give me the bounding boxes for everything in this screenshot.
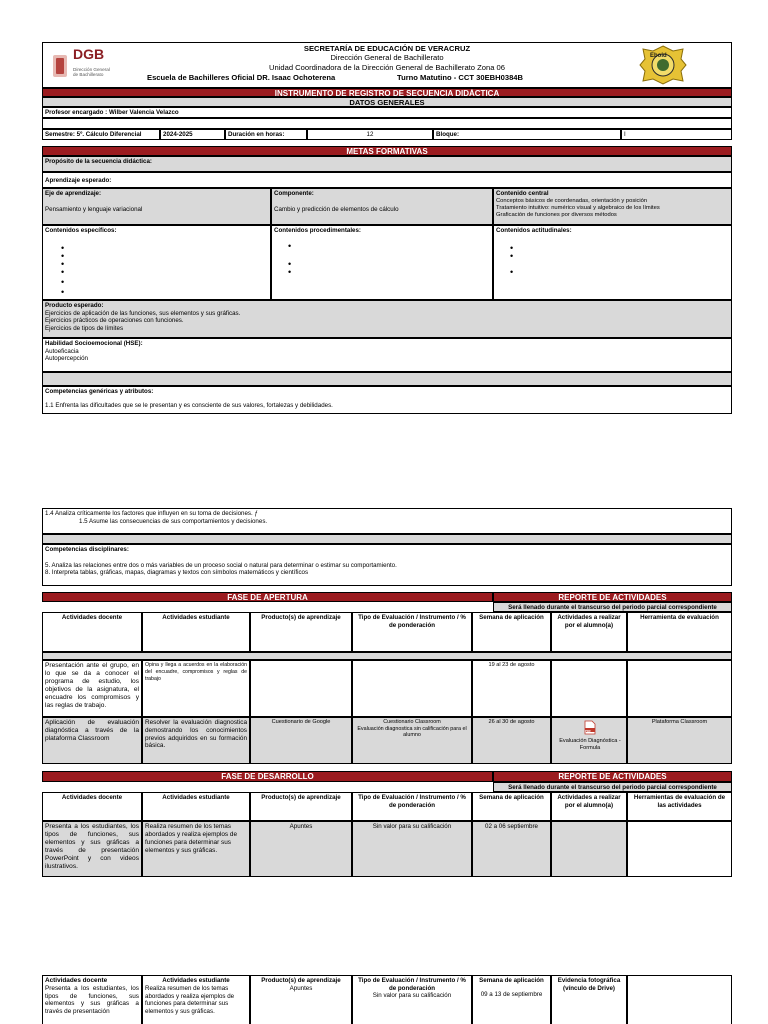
aprendizaje-label: Aprendizaje esperado: [42,172,732,188]
header-turno: Turno Matutino - CCT 30EBH0384B [397,73,524,82]
desarrollo-table [42,771,732,877]
spacer-row [42,652,732,660]
desarrollo-header-actividades-alumno: Actividades a realizar por el alumno(a) [551,792,627,821]
producto-cell [42,300,732,338]
profesor-field: Profesor encargado : Wilber Valencia Velazco [42,107,732,118]
desarrollo-reporte-subtitle: Será llenado durante el transcurso del periodo parcial correspondiente [493,782,732,792]
desarrollo-header-semana: Semana de aplicación [472,792,551,821]
componente-label: Componente: [274,190,314,197]
page3-docente-text: Presenta a los estudiantes, los tipos de funciones, sus elementos y sus gráficas a través de presentación [45,984,139,1016]
especificos-label: Contenidos específicos: [45,227,117,234]
table-row-cell: Presentación ante el grupo, en lo que se da a conocer el programa de estudio, los objetivos de la asignatura, el encuadre los compromisos y las reglas de trabajo. [42,660,142,717]
producto-label: Producto esperado: [45,302,104,309]
pdf-badge: PDF [585,729,591,733]
apertura-header-semana: Semana de aplicación [472,612,551,652]
header-line-3: Unidad Coordinadora de la Dirección General de Bachillerato Zona 06 [269,63,505,72]
attributes-cell [42,508,732,534]
procedimentales-label: Contenidos procedimentales: [274,227,361,234]
dgb-logo-subtitle: Dirección General de Bachillerato [73,67,110,78]
bullet: • [510,251,514,261]
apertura-header-producto: Producto(s) de aprendizaje [250,612,352,652]
file-attachment-cell[interactable] [551,717,627,764]
desarrollo-header-docente: Actividades docente [42,792,142,821]
page3-header-estudiante: Actividades estudiante [162,977,230,984]
bullet: • [61,251,65,261]
spacer-row [42,534,732,544]
apertura-title: FASE DE APERTURA [42,592,493,602]
attribute-item: 1.5 Asume las consecuencias de sus comportamientos y decisiones. [79,517,268,525]
table-row-cell [551,660,627,717]
page3-col-semana [472,975,551,1024]
componente-value: Cambio y predicción de elementos de cálculo [274,205,399,213]
page3-semana-text: 09 a 13 de septiembre [480,990,543,998]
hse-cell [42,338,732,372]
page-3 [42,975,732,1024]
genericas-cell [42,386,732,414]
eje-value: Pensamiento y lenguaje variacional [45,205,143,213]
especificos-cell [42,225,271,300]
duracion-value: 12 [307,129,433,140]
apertura-table [42,592,732,764]
attribute-item: 1.4 Analiza críticamente los factores que influyen en su toma de decisiones. ƒ [45,510,258,517]
metas-formativas-title: METAS FORMATIVAS [42,146,732,156]
proposito-label: Propósito de la secuencia didáctica: [42,156,732,172]
table-row-cell: Resolver la evaluación diagnostica demostrando los conocimientos previos adquiridos en su formación básica. [142,717,250,764]
page3-col-estudiante [142,975,250,1024]
apertura-header-estudiante: Actividades estudiante [142,612,250,652]
table-row-cell: 26 al 30 de agosto [472,717,551,764]
instrument-title: INSTRUMENTO DE REGISTRO DE SECUENCIA DIDÁCTICA [42,88,732,97]
table-row-cell [627,821,732,877]
bullet: • [61,259,65,269]
genericas-item: 1.1 Enfrenta las dificultades que se le presentan y es consciente de sus valores, fortalezas y debilidades. [45,401,333,409]
bloque-value: I [621,129,732,140]
header-line-1: SECRETARÍA DE EDUCACIÓN DE VERACRUZ [303,44,471,53]
table-row-cell: Presenta a los estudiantes, los tipos de funciones, sus elementos y sus gráficas a través de presentación PowerPoint y con videos ilustrativos. [42,821,142,877]
table-row-cell: Realiza resumen de los temas abordados y realiza ejemplos de funciones para determinar sus elementos y sus gráficas. [142,821,250,877]
bullet: • [510,243,514,253]
datos-generales-title: DATOS GENERALES [42,97,732,107]
page3-header-producto: Producto(s) de aprendizaje [261,977,341,984]
contenido-central-cell [493,188,732,225]
table-row-cell [627,660,732,717]
letterhead [42,42,732,88]
ciclo-field: 2024-2025 [160,129,225,140]
table-row-cell: Opina y llega a acuerdos en la elaboración del encuadre, compromisos y reglas de trabajo [142,660,250,717]
table-row-cell: Aplicación de evaluación diagnóstica a través de la plataforma Classroom [42,717,142,764]
spacer-row [42,118,732,129]
apertura-header-docente: Actividades docente [42,612,142,652]
page3-col-producto [250,975,352,1024]
table-row-cell: Cuestionario Classroom Evaluación diagnostica sin calificación para el alumno [352,717,472,764]
page3-estudiante-text: Realiza resumen de los temas abordados y realiza ejemplos de funciones para determinar sus elementos y sus gráficas. [145,984,235,1016]
desarrollo-header-producto: Producto(s) de aprendizaje [250,792,352,821]
spacer-row [42,372,732,386]
table-row-cell [551,821,627,877]
attachment-label[interactable]: Evaluación Diagnóstica - Formula [559,738,621,751]
table-row-cell: Plataforma Classroom [627,717,732,764]
page-1 [42,42,732,414]
page3-producto-text: Apuntes [289,984,313,992]
school-seal-text: Eboid [650,53,667,59]
page3-col-docente [42,975,142,1024]
eje-label: Eje de aprendizaje: [45,190,102,197]
apertura-reporte-title: REPORTE DE ACTIVIDADES [493,592,732,602]
bullet: • [61,287,65,297]
table-row-cell [352,660,472,717]
page3-header-docente: Actividades docente [45,977,108,984]
page3-header-evidencia: Evidencia fotográfica (vínculo de Drive) [551,975,627,1024]
bullet: • [61,243,65,253]
contenido-central-items: Conceptos básicos de coordenadas, orientación y posición Tratamiento intuitivo: numérico visual y algebraico de los límites Graficación de funciones por diversos métodos [496,197,660,219]
desarrollo-header-estudiante: Actividades estudiante [142,792,250,821]
producto-items: Ejercicios de aplicación de las funciones, sus elementos y sus gráficas. Ejercicios prácticos de operaciones con funciones. Ejercicios de tipos de límites [45,309,241,332]
page3-col-extra [627,975,732,1024]
bullet: • [288,267,292,277]
dgb-logo-text: DGB [73,46,105,62]
table-row-cell: Sin valor para su calificación [352,821,472,877]
semestre-field: Semestre: 5º. Cálculo Diferencial [42,129,160,140]
disciplinares-cell [42,544,732,586]
actitudinales-label: Contenidos actitudinales: [496,227,572,234]
table-row-cell: Apuntes [250,821,352,877]
table-row-cell: Cuestionario de Google [250,717,352,764]
bullet: • [288,241,292,251]
disciplinares-label: Competencias disciplinares: [45,546,129,553]
duracion-label: Duración en horas: [225,129,307,140]
apertura-header-actividades-alumno: Actividades a realizar por el alumno(a) [551,612,627,652]
apertura-header-herramienta: Herramienta de evaluación [627,612,732,652]
apertura-header-evaluacion: Tipo de Evaluación / Instrumento / % de ponderación [352,612,472,652]
table-row-cell: 02 a 06 septiembre [472,821,551,877]
hse-label: Habilidad Socioemocional (HSE): [45,340,143,347]
desarrollo-header-evaluacion: Tipo de Evaluación / Instrumento / % de ponderación [352,792,472,821]
eje-cell [42,188,271,225]
genericas-label: Competencias genéricas y atributos: [45,388,154,395]
page-2 [42,508,732,586]
hse-items: Autoeficacia Autopercepción [45,347,88,363]
table-row-cell: 19 al 23 de agosto [472,660,551,717]
bullet: • [61,267,65,277]
school-seal-icon [639,45,687,85]
desarrollo-title: FASE DE DESARROLLO [42,771,493,782]
table-row-cell [250,660,352,717]
school-seal [639,45,687,85]
bloque-label: Bloque: [433,129,621,140]
bullet: • [510,267,514,277]
page3-evaluacion-text: Sin valor para su calificación [372,992,452,1000]
page3-header-semana: Semana de aplicación [479,977,544,984]
page3-col-evaluacion [352,975,472,1024]
apertura-reporte-subtitle: Será llenado durante el transcurso del periodo parcial correspondiente [493,602,732,612]
bullet: • [61,277,65,287]
procedimentales-cell [271,225,493,300]
desarrollo-reporte-title: REPORTE DE ACTIVIDADES [493,771,732,782]
disciplinares-items: 5. Analiza las relaciones entre dos o más variables de un proceso social o natural para determinar o estimar su comportamiento. 8. Interpreta tablas, gráficas, mapas, diagramas y textos con símbolos matemáticos y científicos [45,561,397,577]
header-line-4: Escuela de Bachilleres Oficial DR. Isaac Ochoterena [147,73,336,82]
header-line-2: Dirección General de Bachillerato [330,53,444,62]
desarrollo-header-herramientas: Herramientas de evaluación de las actividades [627,792,732,821]
bullet: • [288,259,292,269]
contenido-central-label: Contenido central [496,190,549,197]
actitudinales-cell [493,225,732,300]
page3-header-evaluacion: Tipo de Evaluación / Instrumento / % de ponderación [358,977,466,992]
componente-cell [271,188,493,225]
